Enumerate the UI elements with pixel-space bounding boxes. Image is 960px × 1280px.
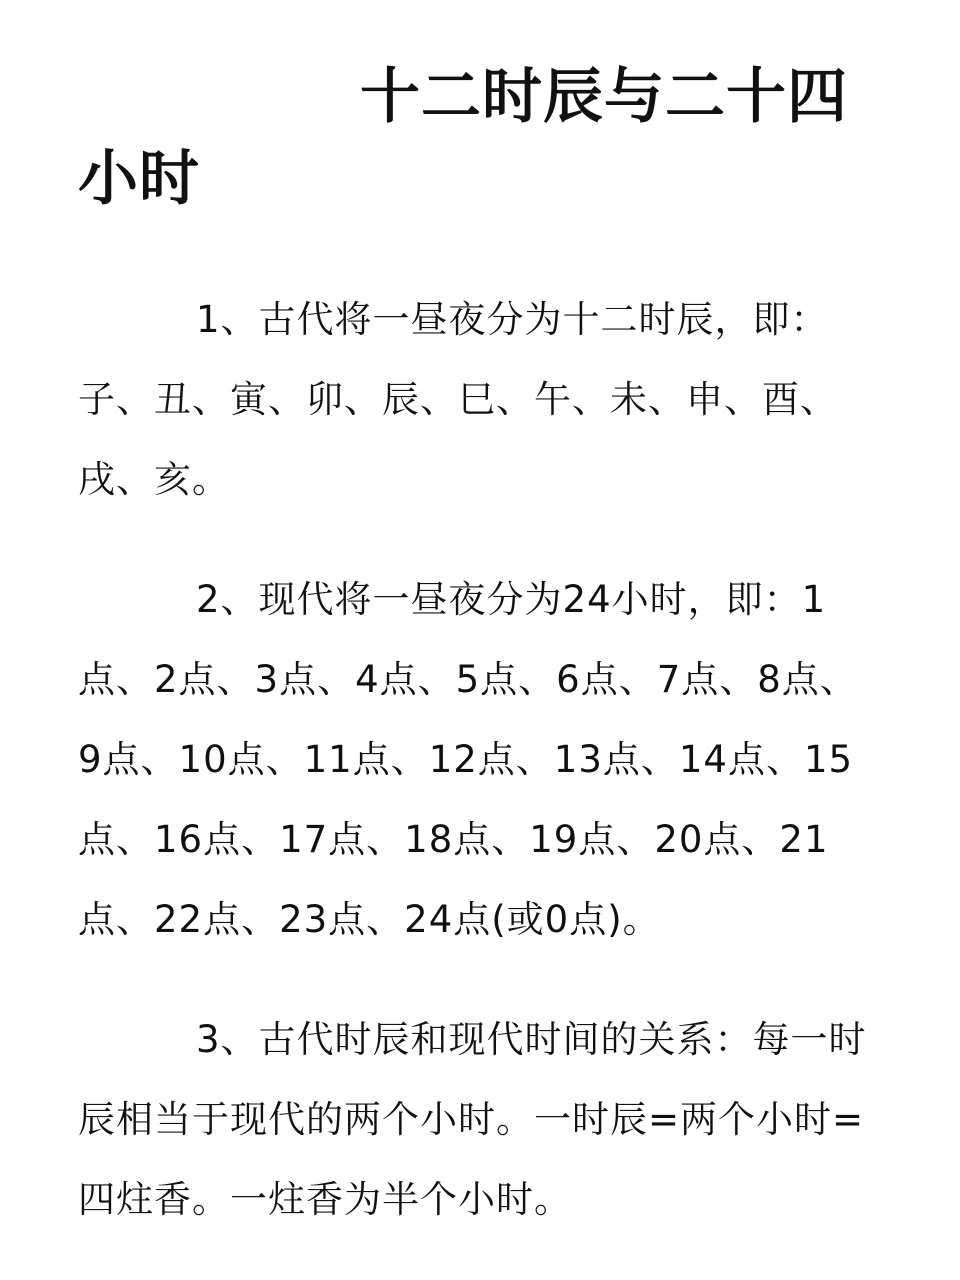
- article-title: 十二时辰与二十四小时: [78, 62, 848, 214]
- paragraph-twelve-shichen: 1、古代将一昼夜分为十二时辰，即：子、丑、寅、卯、辰、巳、午、未、申、酉、戌、亥。: [78, 298, 838, 501]
- paragraph-time-relation: 3、古代时辰和现代时间的关系：每一时辰相当于现代的两个小时。一时辰=两个小时=四炷香。一炷香为半个小时。: [78, 1018, 867, 1221]
- paragraph-twenty-four-hours: 2、现代将一昼夜分为24小时，即：1点、2点、3点、4点、5点、6点、7点、8点、9点、10点、11点、12点、13点、14点、15点、16点、17点、18点、19点、20点、21点、22点、23点、24点(或0点)。: [78, 578, 858, 941]
